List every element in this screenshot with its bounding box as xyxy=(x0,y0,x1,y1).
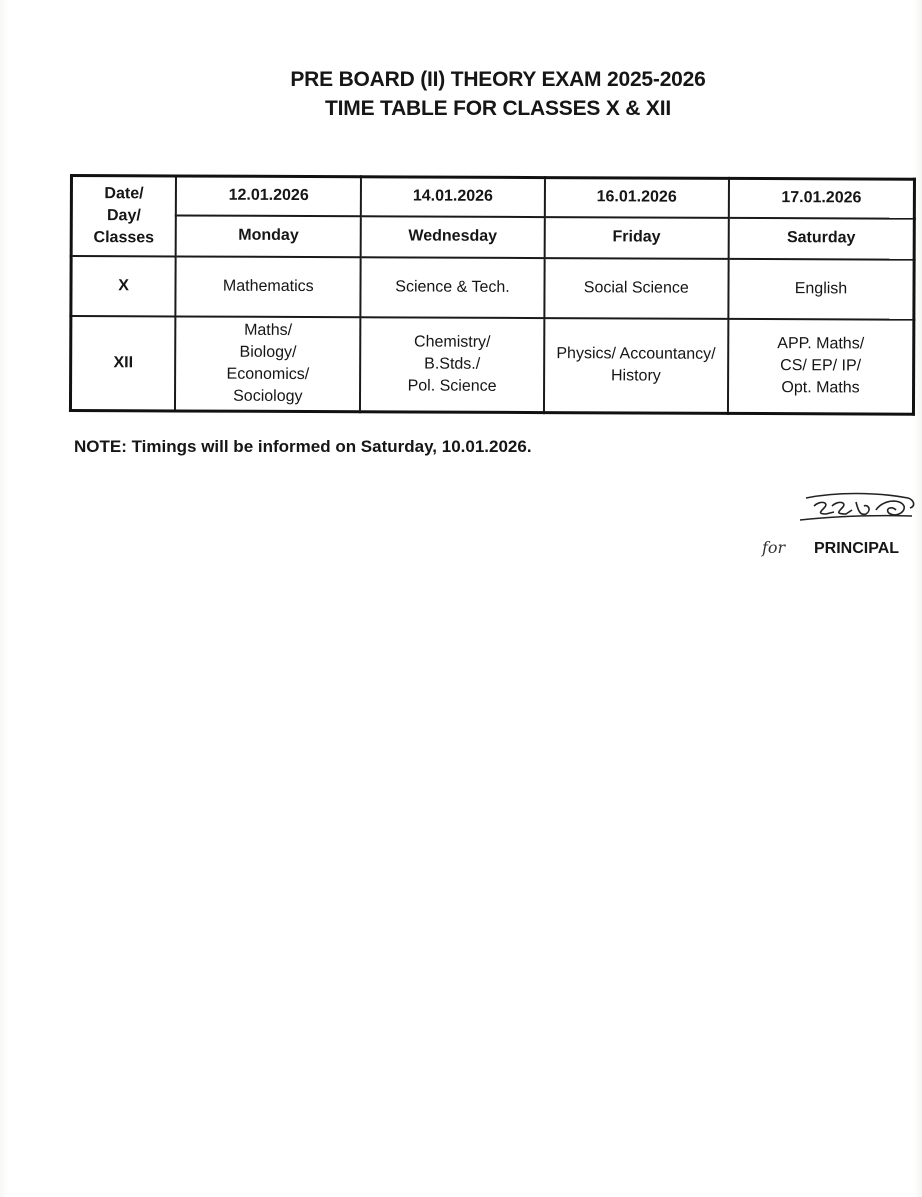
date-cell: 16.01.2026 xyxy=(544,178,728,218)
signature-block xyxy=(760,488,920,568)
principal-label: PRINCIPAL xyxy=(814,540,900,557)
table-row-class-xii xyxy=(70,316,913,414)
subject-cell: Social Science xyxy=(544,258,729,319)
day-cell: Friday xyxy=(544,217,729,259)
table-row-class-x xyxy=(71,256,914,320)
timetable xyxy=(69,174,916,416)
class-label: X xyxy=(71,256,176,316)
subject-cell: English xyxy=(728,259,914,320)
date-cell: 17.01.2026 xyxy=(729,178,915,218)
document-subtitle: TIME TABLE FOR CLASSES X & XII xyxy=(325,97,671,120)
document-title: PRE BOARD (II) THEORY EXAM 2025-2026 xyxy=(290,68,706,91)
header-row-days xyxy=(71,215,914,260)
subject-cell: APP. Maths/ CS/ EP/ IP/ Opt. Maths xyxy=(728,319,914,414)
subject-cell: Science & Tech. xyxy=(361,257,544,318)
class-label: XII xyxy=(70,316,175,411)
day-cell: Monday xyxy=(176,215,361,257)
header-row-dates xyxy=(71,176,914,219)
subject-cell: Maths/ Biology/ Economics/ Sociology xyxy=(175,316,361,411)
subject-cell: Mathematics xyxy=(176,256,361,317)
subject-cell: Physics/ Accountancy/ History xyxy=(544,318,729,413)
for-text: for xyxy=(762,538,786,557)
day-cell: Wednesday xyxy=(361,216,544,258)
date-cell: 12.01.2026 xyxy=(176,176,361,216)
timing-note: NOTE: Timings will be informed on Saturday, 10.01.2026. xyxy=(74,437,532,456)
day-cell: Saturday xyxy=(729,218,915,260)
corner-header: Date/ Day/ Classes xyxy=(71,176,176,257)
subject-cell: Chemistry/ B.Stds./ Pol. Science xyxy=(360,317,544,412)
date-cell: 14.01.2026 xyxy=(361,177,544,217)
signature-icon xyxy=(796,488,918,528)
